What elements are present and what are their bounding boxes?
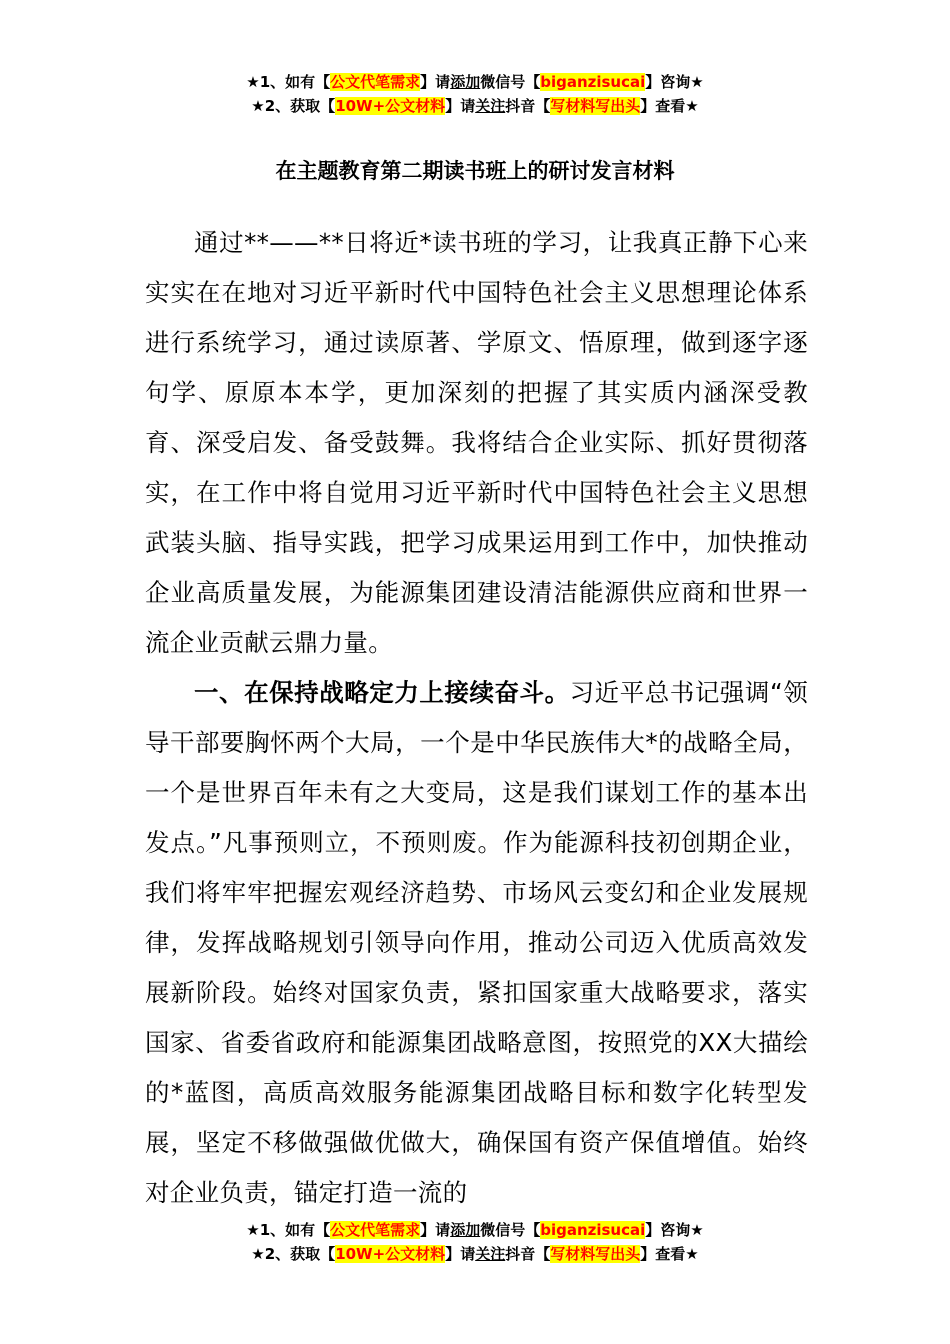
banner-text: 】查看★: [640, 1245, 699, 1263]
banner-text: 】请: [445, 97, 476, 115]
banner-text: 抖音【: [505, 97, 551, 115]
banner-text: ★2、获取【: [251, 97, 336, 115]
banner-text: 】咨询★: [645, 73, 704, 91]
header-banner: [0, 70, 950, 118]
banner-text: 】请: [420, 1221, 451, 1239]
banner-text: ★2、获取【: [251, 1245, 336, 1263]
highlight-wechat-id: biganzisucai: [540, 73, 646, 91]
banner-text: 】咨询★: [645, 1221, 704, 1239]
underlined-text: 添加: [450, 1221, 481, 1239]
banner-text: 抖音【: [505, 1245, 551, 1263]
banner-text: ★1、如有【: [246, 1221, 331, 1239]
banner-text: 微信号【: [480, 73, 541, 91]
paragraph-intro: 通过**——**日将近*读书班的学习，让我真正静下心来实实在在地对习近平新时代中国特色社会主义思想理论体系进行系统学习，通过读原著、学原文、悟原理，做到逐字逐句学、原原本本学，更加深刻的把握了其实质内涵深受教育、深受启发、备受鼓舞。我将结合企业实际、抓好贯彻落实，在工作中将自觉用习近平新时代中国特色社会主义思想武装头脑、指导实践，把学习成果运用到工作中，加快推动企业高质量发展，为能源集团建设清洁能源供应商和世界一流企业贡献云鼎力量。: [145, 228, 808, 657]
banner-line-1: [0, 1218, 950, 1242]
document-body: [145, 218, 808, 1218]
banner-text: 】查看★: [640, 97, 699, 115]
section-body: 习近平总书记强调“领导干部要胸怀两个大局，一个是中华民族伟大*的战略全局，一个是世界百年未有之大变局，这是我们谋划工作的基本出发点。”凡事预则立，不预则废。作为能源科技初创期企业，我们将牢牢把握宏观经济趋势、市场风云变幻和企业发展规律，发挥战略规划引领导向作用，推动公司迈入优质高效发展新阶段。始终对国家负责，紧扣国家重大战略要求，落实国家、省委省政府和能源集团战略意图，按照党的XX大描绘的*蓝图，高质高效服务能源集团战略目标和数字化转型发展，坚定不移做强做优做大，确保国有资产保值增值。始终对企业负责，锚定打造一流的: [145, 678, 808, 1207]
underlined-text: 关注: [475, 97, 506, 115]
underlined-text: 添加: [450, 73, 481, 91]
banner-text: 】请: [445, 1245, 476, 1263]
highlight-materials: 10W+公文材料: [335, 1245, 446, 1263]
banner-line-2: [0, 94, 950, 118]
highlight-douyin-account: 写材料写出头: [550, 97, 641, 115]
banner-text: 】请: [420, 73, 451, 91]
highlight-douyin-account: 写材料写出头: [550, 1245, 641, 1263]
highlight-service: 公文代笔需求: [330, 73, 421, 91]
banner-line-1: [0, 70, 950, 94]
banner-line-2: [0, 1242, 950, 1266]
banner-text: ★1、如有【: [246, 73, 331, 91]
footer-banner: [0, 1218, 950, 1266]
paragraph-section-1: [145, 668, 808, 1218]
banner-text: 微信号【: [480, 1221, 541, 1239]
document-title: 在主题教育第二期读书班上的研讨发言材料: [275, 159, 675, 183]
highlight-wechat-id: biganzisucai: [540, 1221, 646, 1239]
underlined-text: 关注: [475, 1245, 506, 1263]
section-heading: 一、在保持战略定力上接续奋斗。: [194, 678, 570, 707]
highlight-materials: 10W+公文材料: [335, 97, 446, 115]
highlight-service: 公文代笔需求: [330, 1221, 421, 1239]
